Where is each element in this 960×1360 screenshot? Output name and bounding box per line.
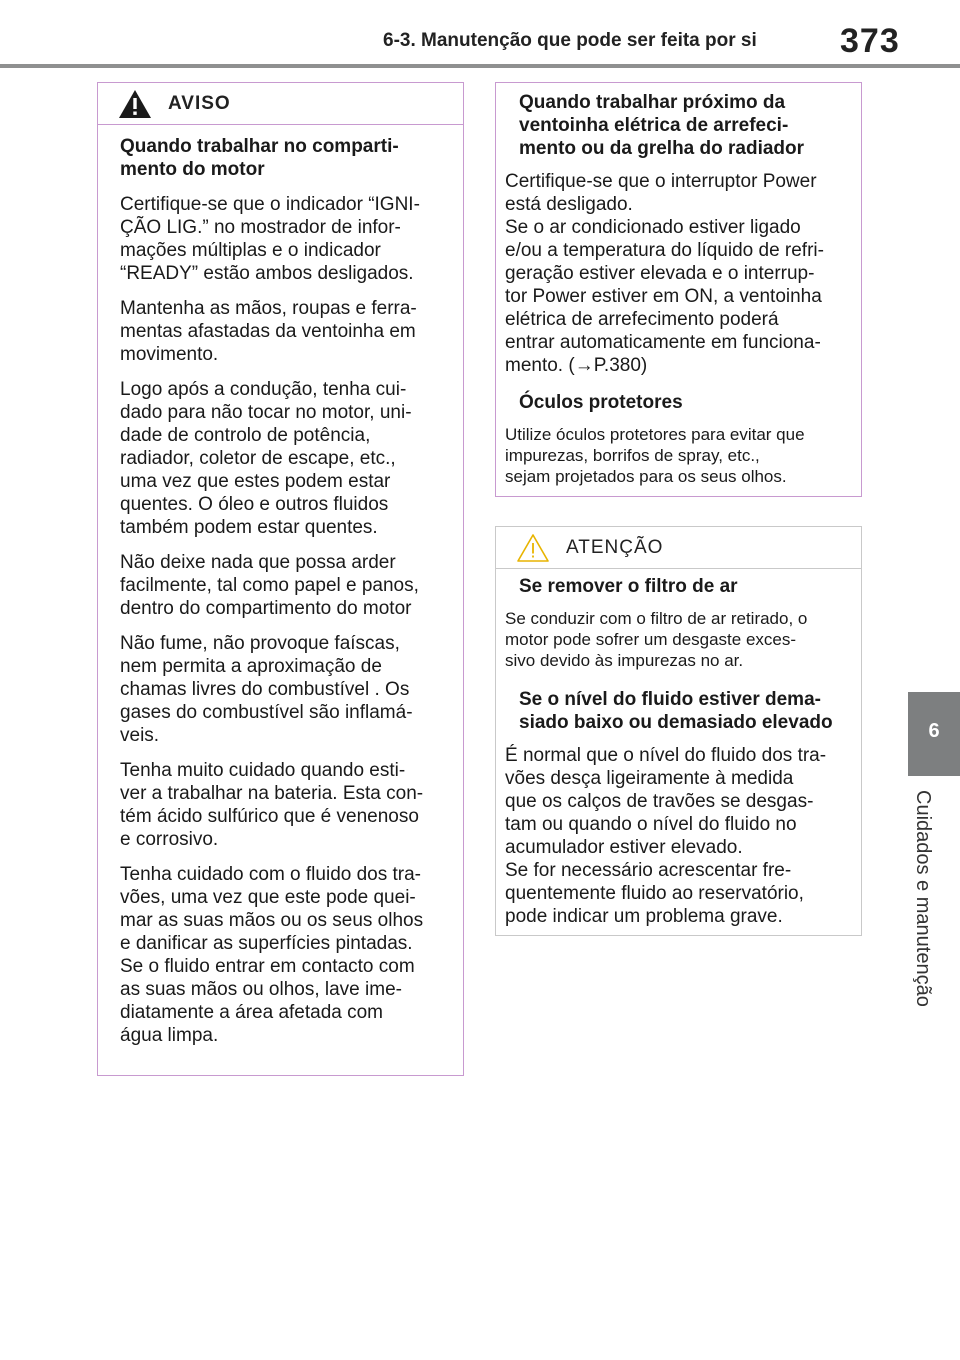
fluid-level-subheading: Se o nível do fluido estiver dema- siado baixo ou demasiado elevado xyxy=(519,689,833,733)
aviso-paragraph: Logo após a condução, tenha cui- dado para não tocar no motor, uni- dade de controlo de potência, radiador, coletor de escape, etc., uma vez que estes podem estar quentes. O óleo e outros fluidos também podem estar quentes. xyxy=(120,379,412,538)
radiator-paragraph: Certifique-se que o interruptor Power está desligado. Se o ar condicionado estiver ligado e/ou a temperatura do líquido de refri- geração estiver elevada e o interrup- tor Power estiver em ON, a ventoinha elétrica de arrefecimento poderá entrar automaticamente em funciona- mento. (→P.380) xyxy=(505,171,824,376)
aviso-content xyxy=(120,135,455,1047)
air-filter-paragraph: Se conduzir com o filtro de ar retirado, o motor pode sofrer um desgaste exces- sivo devido às impurezas no ar. xyxy=(505,609,808,670)
atencao-title: ATENÇÃO xyxy=(566,537,664,558)
goggles-paragraph: Utilize óculos protetores para evitar que impurezas, borrifos de spray, etc., sejam projetados para os seus olhos. xyxy=(505,425,805,486)
aviso-paragraph: Tenha cuidado com o fluido dos tra- vões, uma vez que este pode quei- mar as suas mãos ou os seus olhos e danificar as superfícies pintadas. Se o fluido entrar em contacto com as suas mãos ou olhos, lave ime- diatamente a área afetada com água limpa. xyxy=(120,864,424,1046)
chapter-tab xyxy=(908,692,960,776)
aviso-box xyxy=(97,82,464,1076)
aviso-subheading: Quando trabalhar no comparti- mento do motor xyxy=(120,136,399,180)
warning-outline-icon xyxy=(516,533,550,563)
section-title: 6-3. Manutenção que pode ser feita por si xyxy=(383,30,757,51)
page-number: 373 xyxy=(840,22,900,60)
aviso-paragraph: Tenha muito cuidado quando esti- ver a trabalhar na bateria. Esta con- tém ácido sulfúrico que é venenoso e corrosivo. xyxy=(120,760,424,850)
chapter-number: 6 xyxy=(928,720,940,742)
header-rule xyxy=(0,64,960,68)
aviso-paragraph: Não deixe nada que possa arder facilmente, tal como papel e panos, dentro do compartimento do motor xyxy=(120,552,419,619)
page-header xyxy=(0,0,960,70)
aviso-title: AVISO xyxy=(168,93,231,114)
radiator-subheading: Quando trabalhar próximo da ventoinha elétrica de arrefeci- mento ou da grelha do radiador xyxy=(519,92,805,159)
air-filter-subheading: Se remover o filtro de ar xyxy=(519,576,738,597)
warning-filled-icon xyxy=(118,89,152,119)
chapter-label: Cuidados e manutenção xyxy=(912,790,934,1007)
atencao-content xyxy=(505,575,857,928)
aviso-continued-content xyxy=(505,91,857,487)
goggles-subheading: Óculos protetores xyxy=(519,392,683,413)
atencao-box-header xyxy=(496,527,861,569)
aviso-paragraph: Mantenha as mãos, roupas e ferra- mentas afastadas da ventoinha em movimento. xyxy=(120,298,417,365)
atencao-box xyxy=(495,526,862,936)
aviso-paragraph: Não fume, não provoque faíscas, nem permita a aproximação de chamas livres do combustível . Os gases do combustível são inflamá- veis. xyxy=(120,633,413,746)
aviso-box-header xyxy=(98,83,463,125)
aviso-paragraph: Certifique-se que o indicador “IGNI- ÇÃO LIG.” no mostrador de infor- mações múltiplas e o indicador “READY” estão ambos desligados. xyxy=(120,194,420,284)
fluid-level-paragraph: É normal que o nível do fluido dos tra- vões desça ligeiramente à medida que os calços de travões se desgas- tam ou quando o nível do fluido no acumulador estiver elevado. Se for necessário acrescentar fre- quentemente fluido ao reservatório, pode indicar um problema grave. xyxy=(505,745,827,927)
aviso-continued-box xyxy=(495,82,862,497)
